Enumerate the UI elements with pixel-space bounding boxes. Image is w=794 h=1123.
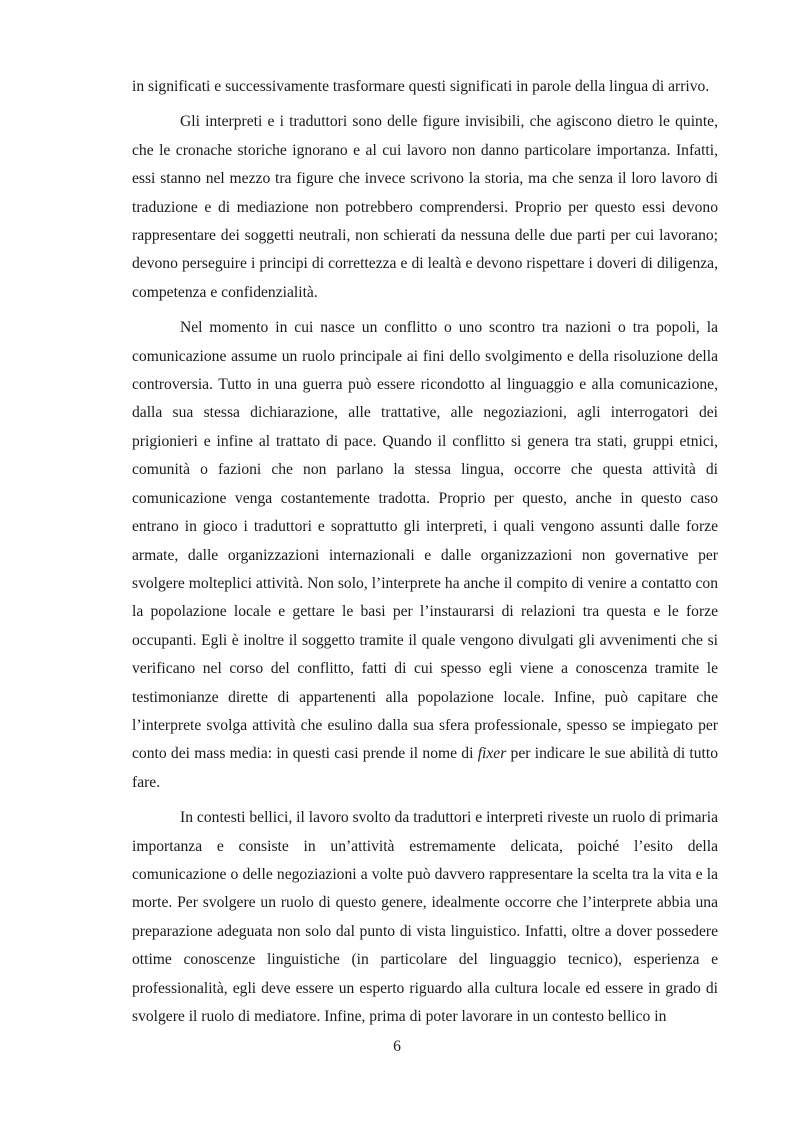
paragraph-continued: in significati e successivamente trasformare questi significati in parole della lingua di arrivo. (132, 78, 710, 95)
paragraph-conflict-communication (132, 314, 718, 797)
paragraph-war-contexts: In contesti bellici, il lavoro svolto da traduttori e interpreti riveste un ruolo di primaria importanza e consiste in un’attività estremamente delicata, poiché l’esito della comunicazione o delle negoziazioni a volte può davvero rappresentare la scelta tra la vita e la morte. Per svolgere un ruolo di questo genere, idealmente occorre che l’interprete abbia una preparazione adeguata non solo dal punto di vista linguistico. Infatti, oltre a dover possedere ottime conoscenze linguistiche (in particolare del linguaggio tecnico), esperienza e professionalità, egli deve essere un esperto riguardo alla cultura locale ed essere in grado di svolgere il ruolo di mediatore. Infine, prima di poter lavorare in un contesto bellico in (132, 809, 718, 1025)
paragraph-conflict-text: Nel momento in cui nasce un conflitto o uno scontro tra nazioni o tra popoli, la comunicazione assume un ruolo principale ai fini dello svolgimento e della risoluzione della controversia. Tutto in una guerra può essere ricondotto al linguaggio e alla comunicazione, dalla sua stessa dichiarazione, alle trattative, alle negoziazioni, agli interrogatori dei prigionieri e infine al trattato di pace. Quando il conflitto si genera tra stati, gruppi etnici, comunità o fazioni che non parlano la stessa lingua, occorre che questa attività di comunicazione venga costantemente tradotta. Proprio per questo, anche in questo caso entrano in gioco i traduttori e soprattutto gli interpreti, i quali vengono assunti dalle forze armate, dalle organizzazioni internazionali e dalle organizzazioni non governative per svolgere molteplici attività. Non solo, l’interprete ha anche il compito di venire a contatto con la popolazione locale e gettare le basi per l’instaurarsi di relazioni tra questa e le forze occupanti. Egli è inoltre il soggetto tramite il quale vengono divulgati gli avvenimenti che si verificano nel corso del conflitto, fatti di cui spesso egli viene a conoscenza tramite le testimonianze dirette di appartenenti alla popolazione locale. Infine, può capitare che l’interprete svolga attività che esulino dalla sua sfera professionale, spesso se impiegato per conto dei mass media: in questi casi prende il nome di (132, 319, 718, 763)
paragraph-interpreters-invisible: Gli interpreti e i traduttori sono delle figure invisibili, che agiscono dietro le quinte, che le cronache storiche ignorano e al cui lavoro non danno particolare importanza. Infatti, essi stanno nel mezzo tra figure che invece scrivono la storia, ma che senza il loro lavoro di traduzione e di mediazione non potrebbero comprendersi. Proprio per questo essi devono rappresentare dei soggetti neutrali, non schierati da nessuna delle due parti per cui lavorano; devono perseguire i principi di correttezza e di lealtà e devono rispettare i doveri di diligenza, competenza e confidenzialità. (132, 113, 718, 301)
paragraph-conflict-text-end: per indicare le sue abilità di tutto fare. (132, 745, 719, 791)
body-text (132, 73, 718, 1038)
fixer-term: fixer (477, 745, 507, 763)
page-number: 6 (393, 1038, 401, 1055)
